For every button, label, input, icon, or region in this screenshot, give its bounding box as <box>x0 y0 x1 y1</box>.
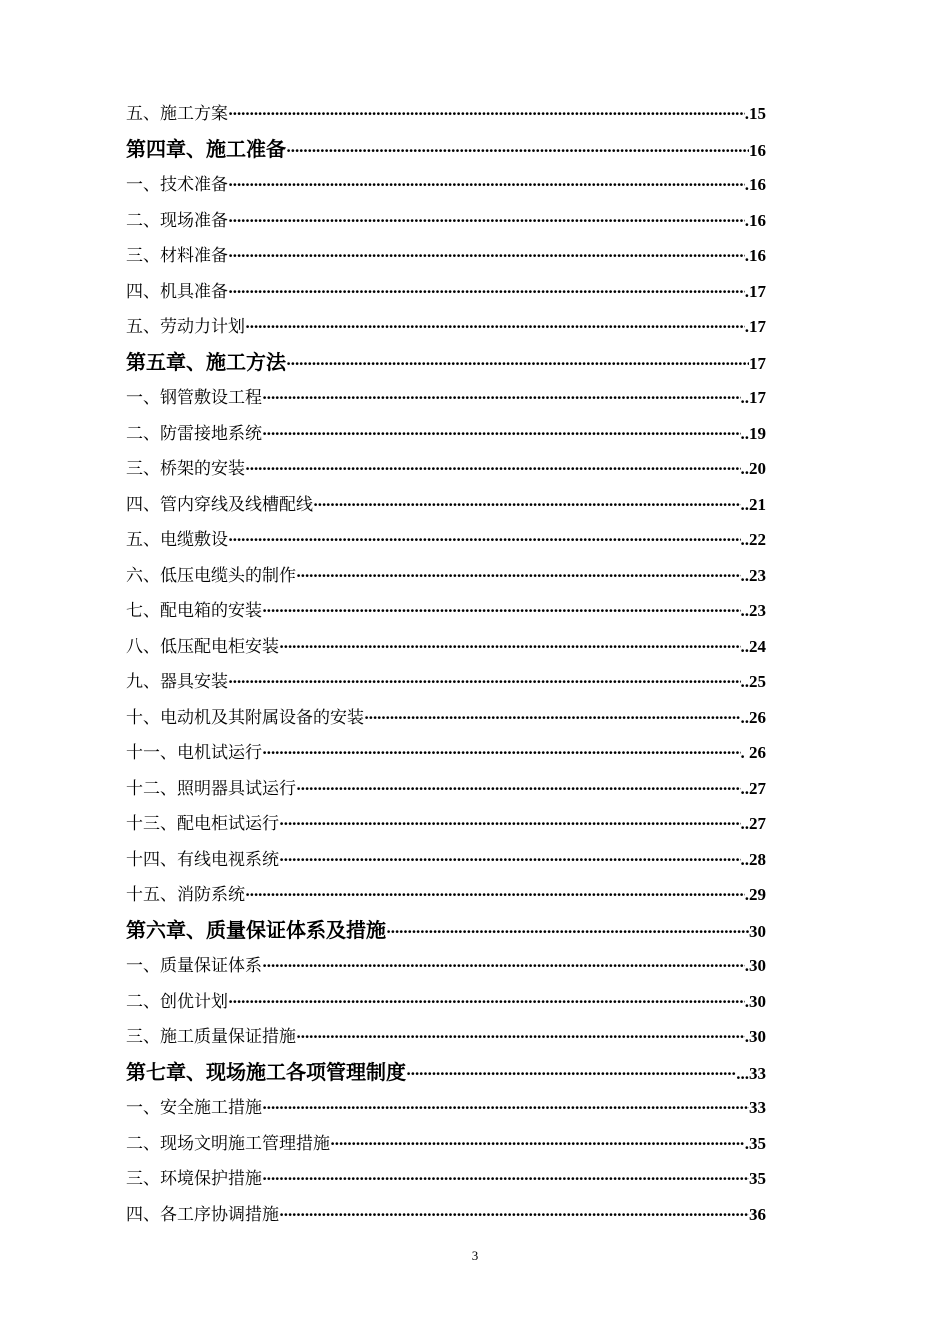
toc-section-entry <box>126 629 766 665</box>
toc-entry-title: 三、材料准备 <box>126 246 228 266</box>
toc-entry-title: 第五章、施工方法 <box>126 349 286 374</box>
toc-dot-leader <box>262 736 741 772</box>
toc-dot-leader <box>228 275 745 311</box>
toc-chapter-entry <box>126 132 766 168</box>
toc-dot-leader <box>262 417 741 453</box>
toc-section-entry <box>126 593 766 629</box>
toc-dot-leader <box>286 347 749 383</box>
toc-entry-title: 五、电缆敷设 <box>126 530 228 550</box>
toc-entry-title: 十五、消防系统 <box>126 885 245 905</box>
toc-entry-page: ..17 <box>740 388 766 407</box>
toc-entry-title: 十二、照明器具试运行 <box>126 778 296 799</box>
toc-entry-page: 36 <box>749 1204 766 1224</box>
toc-section-entry <box>126 558 766 594</box>
toc-entry-page: .17 <box>744 317 766 336</box>
toc-section-entry <box>126 806 766 842</box>
toc-entry-page: ...33 <box>736 1063 766 1083</box>
toc-dot-leader <box>286 134 749 170</box>
toc-entry-page: .16 <box>744 175 766 194</box>
toc-chapter-entry <box>126 345 766 381</box>
toc-entry-title: 一、安全施工措施 <box>126 1098 262 1118</box>
toc-entry-page: ..27 <box>740 814 766 833</box>
toc-dot-leader <box>279 843 741 879</box>
toc-entry-page: ..26 <box>740 707 766 727</box>
toc-entry-title: 三、施工质量保证措施 <box>126 1027 296 1047</box>
toc-dot-leader <box>245 452 741 488</box>
toc-entry-page: 17 <box>749 353 766 373</box>
toc-entry-title: 二、创优计划 <box>126 991 228 1012</box>
toc-dot-leader <box>228 523 741 559</box>
toc-dot-leader <box>296 559 741 595</box>
toc-section-entry <box>126 877 766 913</box>
toc-section-entry <box>126 203 766 239</box>
toc-section-entry <box>126 274 766 310</box>
toc-section-entry <box>126 664 766 700</box>
toc-dot-leader <box>228 97 745 133</box>
page-number: 3 <box>471 1248 479 1263</box>
toc-entry-title: 七、配电箱的安装 <box>126 601 262 621</box>
toc-dot-leader <box>406 1057 736 1093</box>
toc-section-entry <box>126 380 766 416</box>
toc-entry-page: 35 <box>749 1169 766 1188</box>
toc-entry-title: 二、现场文明施工管理措施 <box>126 1133 330 1154</box>
toc-section-entry <box>126 984 766 1020</box>
toc-entry-page: .17 <box>744 281 766 301</box>
toc-entry-page: ..23 <box>740 565 766 585</box>
toc-entry-title: 五、劳动力计划 <box>126 317 245 337</box>
toc-entry-page: ..24 <box>740 636 766 656</box>
toc-section-entry <box>126 309 766 345</box>
toc-chapter-entry <box>126 1055 766 1091</box>
toc-entry-page: .15 <box>744 104 766 123</box>
toc-dot-leader <box>228 665 741 701</box>
toc-dot-leader <box>262 1162 749 1198</box>
toc-entry-page: 33 <box>749 1098 766 1117</box>
toc-dot-leader <box>262 381 741 417</box>
toc-entry-title: 四、管内穿线及线槽配线 <box>126 494 313 515</box>
toc-entry-page: 16 <box>749 140 766 160</box>
toc-dot-leader <box>386 915 749 951</box>
toc-entry-page: .35 <box>744 1133 766 1153</box>
toc-dot-leader <box>364 701 741 737</box>
toc-entry-page: 30 <box>749 921 766 941</box>
toc-entry-page: ..28 <box>740 849 766 869</box>
toc-section-entry <box>126 948 766 984</box>
toc-entry-title: 二、现场准备 <box>126 210 228 231</box>
toc-entry-title: 三、环境保护措施 <box>126 1169 262 1189</box>
toc-section-entry <box>126 416 766 452</box>
toc-dot-leader <box>245 878 745 914</box>
toc-entry-title: 一、钢管敷设工程 <box>126 388 262 408</box>
toc-entry-title: 二、防雷接地系统 <box>126 423 262 444</box>
toc-section-entry <box>126 842 766 878</box>
toc-section-entry <box>126 167 766 203</box>
toc-chapter-entry <box>126 913 766 949</box>
table-of-contents <box>126 96 766 1232</box>
toc-dot-leader <box>262 949 745 985</box>
toc-dot-leader <box>279 630 741 666</box>
toc-dot-leader <box>228 985 745 1021</box>
toc-dot-leader <box>245 310 745 346</box>
toc-entry-page: ..27 <box>740 778 766 798</box>
toc-dot-leader <box>228 168 745 204</box>
toc-section-entry <box>126 735 766 771</box>
toc-entry-title: 十三、配电柜试运行 <box>126 814 279 834</box>
toc-entry-page: .16 <box>744 210 766 230</box>
toc-entry-title: 六、低压电缆头的制作 <box>126 565 296 586</box>
toc-section-entry <box>126 96 766 132</box>
toc-entry-page: .29 <box>744 885 766 904</box>
toc-entry-page: ..25 <box>740 672 766 691</box>
toc-section-entry <box>126 522 766 558</box>
toc-section-entry <box>126 1090 766 1126</box>
toc-section-entry <box>126 1019 766 1055</box>
toc-entry-page: .30 <box>744 956 766 975</box>
toc-entry-title: 十一、电机试运行 <box>126 743 262 763</box>
toc-entry-title: 八、低压配电柜安装 <box>126 636 279 657</box>
toc-dot-leader <box>228 204 745 240</box>
toc-dot-leader <box>279 807 741 843</box>
toc-entry-title: 第四章、施工准备 <box>126 136 286 161</box>
toc-dot-leader <box>313 488 741 524</box>
toc-section-entry <box>126 771 766 807</box>
toc-entry-title: 五、施工方案 <box>126 104 228 124</box>
toc-section-entry <box>126 1161 766 1197</box>
toc-dot-leader <box>228 239 745 275</box>
toc-entry-title: 四、各工序协调措施 <box>126 1204 279 1225</box>
toc-section-entry <box>126 1197 766 1233</box>
toc-entry-title: 十、电动机及其附属设备的安装 <box>126 707 364 728</box>
toc-dot-leader <box>279 1198 749 1234</box>
toc-section-entry <box>126 487 766 523</box>
toc-entry-page: ..21 <box>740 494 766 514</box>
toc-section-entry <box>126 1126 766 1162</box>
toc-section-entry <box>126 700 766 736</box>
toc-entry-title: 四、机具准备 <box>126 281 228 302</box>
toc-entry-page: . 26 <box>740 743 766 762</box>
toc-dot-leader <box>262 594 741 630</box>
toc-dot-leader <box>262 1091 749 1127</box>
toc-section-entry <box>126 238 766 274</box>
toc-entry-page: .30 <box>744 991 766 1011</box>
toc-entry-page: ..22 <box>740 530 766 549</box>
toc-entry-page: .30 <box>744 1027 766 1046</box>
toc-entry-title: 第七章、现场施工各项管理制度 <box>126 1059 406 1084</box>
toc-entry-page: ..19 <box>740 423 766 443</box>
toc-entry-page: .16 <box>744 246 766 265</box>
toc-entry-page: ..20 <box>740 459 766 478</box>
toc-entry-title: 三、桥架的安装 <box>126 459 245 479</box>
toc-entry-page: ..23 <box>740 601 766 620</box>
toc-entry-title: 九、器具安装 <box>126 672 228 692</box>
toc-entry-title: 十四、有线电视系统 <box>126 849 279 870</box>
toc-entry-title: 一、技术准备 <box>126 175 228 195</box>
toc-dot-leader <box>296 772 741 808</box>
toc-section-entry <box>126 451 766 487</box>
toc-dot-leader <box>296 1020 745 1056</box>
toc-dot-leader <box>330 1127 745 1163</box>
toc-entry-title: 第六章、质量保证体系及措施 <box>126 917 386 942</box>
toc-entry-title: 一、质量保证体系 <box>126 956 262 976</box>
